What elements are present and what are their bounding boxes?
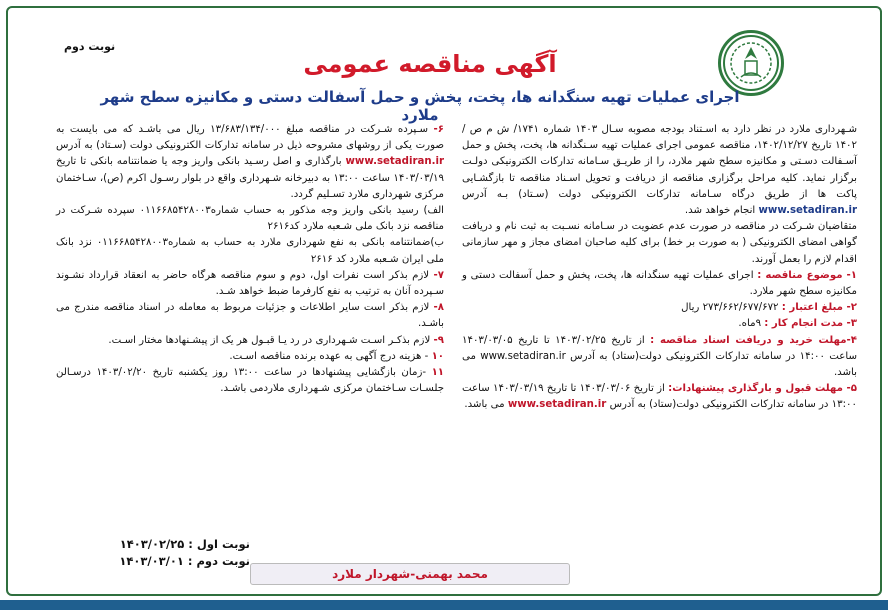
right-column [462, 122, 857, 414]
item-8-head: ۸- [433, 302, 444, 314]
item-8-text: لازم بذکر است سایر اطلاعات و جزئیات مربوط به معامله در اسناد مناقصه مندرج می باشـد. [56, 302, 444, 330]
registration-paragraph: متقاضیان شـرکت در مناقصه در صورت عدم عضویت در سـامانه نسـبت به ثبت نام و دریافت گواهی امضای الکترونیکی ( به صورت بر خط) برای کلیه صاحبان امضای مجاز و مهر سازمانی اقدام لازم را بعمل آورند. [462, 221, 857, 265]
item-11-text: -زمان بازگشایی پیشنهادها در ساعت ۱۳:۰۰ روز یکشنبه تاریخ ۱۴۰۳/۰۲/۲۰ درسـالن جلسـات سـاختمان مرکزی شـهرداری ملاردمی باشـد. [56, 367, 444, 395]
item-6-text: سـپرده شـرکت در مناقصه مبلغ ۱۳/۶۸۳/۱۳۴/۰۰۰ ریال می باشـد که می بایست به صورت یکی از روشهای مشروحه ذیل در سامانه تدارکات الکترونیکی دولت (سـتاد) به آدرس [56, 124, 444, 152]
publication-dates [110, 536, 250, 570]
municipality-emblem-icon [718, 30, 784, 96]
item-5 [462, 381, 857, 413]
edition-label: نوبت دوم [64, 40, 116, 53]
intro-paragraph [462, 122, 857, 219]
item-11 [56, 365, 444, 397]
item-1-head: ۱- موضوع مناقصه : [757, 269, 857, 281]
item-5-text: از تاریخ ۱۴۰۳/۰۳/۰۶ تا تاریخ ۱۴۰۳/۰۳/۱۹ ساعت ۱۳:۰۰ در سامانه تدارکات الکترونیکی دولت(ستاد) به آدرس [462, 383, 857, 411]
item-10-text: - هزینه درج آگهی به عهده برنده مناقصه اسـت. [229, 350, 429, 362]
item-6-link[interactable]: www.setadiran.ir [345, 156, 444, 168]
intro-link[interactable]: www.setadiran.ir [758, 205, 857, 217]
item-4-text: از تاریخ ۱۴۰۳/۰۲/۲۵ تا تاریخ ۱۴۰۳/۰۳/۰۵ ساعت ۱۴:۰۰ در سامانه تدارکات الکترونیکی دولت(ستاد) به آدرس [462, 334, 858, 362]
item-6-b: ب)ضمانتنامه بانکی به نفع شهرداری ملارد به حساب به شماره۰۱۱۶۶۸۵۴۲۸۰۰۳ نزد بانک ملی ایران شـعبه ملارد کد ۲۶۱۶ [56, 237, 444, 265]
emblem-graphic [721, 33, 781, 93]
item-7-head: ۷- [433, 269, 444, 281]
bottom-band [0, 600, 888, 610]
item-6-a: الف) رسید بانکی واریز وجه مذکور به حساب شماره۰۱۱۶۶۸۵۴۲۸۰۰۳ سپرده شـرکت در مناقصه نزد بانک ملی شـعبه ملارد کد۲۶۱۶ [56, 205, 445, 233]
signature-bar: محمد بهمنی-شهردار ملارد [250, 563, 570, 585]
item-3-text: ۹ماه. [738, 318, 762, 330]
first-publication-date: نوبت اول : ۱۴۰۳/۰۲/۲۵ [119, 537, 250, 551]
intro-text: شـهرداری ملارد در نظر دارد به اسـتناد بودجه مصوبه سـال ۱۴۰۳ شماره ۱۷۴۱/ ش م ص /۱۴۰۲ تاریخ ۱۴۰۲/۱۲/۲۷، مناقصه عمومی اجرای عملیات تهیه سـنگدانه ها، پخت، پخش و حمل آسـفالت دسـتی و مکانیزه سطح شهر ملارد، را از طریـق سـامانه تدارکات الکترونیکی دولـت برگزار نماید. کلیه مراحل برگزاری مناقصه از دریافت و تحویل اسـناد مناقصه تا بازگشـایی پاکت ها از طریق درگاه سـامانه تدارکات الکترونیکی دولت (سـتاد) بـه آدرس [462, 124, 857, 200]
item-5-link[interactable]: www.setadiran.ir [507, 399, 607, 411]
item-9-head: ۹- [433, 334, 444, 346]
item-7-text: لازم بذکر است نفرات اول، دوم و سوم مناقصه هرگاه حاضر به انعقاد قرارداد نشـوند سـپرده آنان به ترتیب به نفع کارفرما ضبط خواهد شـد. [56, 269, 444, 298]
page-subtitle: اجرای عملیات تهیه سنگدانه ها، پخت، پخش و حمل آسفالت دستی و مکانیزه سطح شهر ملارد [100, 88, 740, 124]
item-10 [56, 349, 444, 365]
item-4 [462, 333, 857, 382]
page-title: آگهی مناقصه عمومی [303, 50, 557, 78]
item-6-tail: بارگذاری و اصل رسـید بانکی واریز وجه یا ضمانتنامه بانکی تا تاریخ ۱۴۰۳/۰۳/۱۹ ساعت ۱۳:۰۰ به دبیرخانه شـهرداری واقع در بلوار رسـول اکرم (ص)، سـاختمان مرکزی شهرداری ملارد تسـلیم گردد. [56, 156, 444, 200]
second-publication-date: نوبت دوم : ۱۴۰۳/۰۳/۰۱ [119, 554, 250, 568]
item-2-head: ۲- مبلغ اعتبار : [781, 302, 857, 314]
item-4-tail: می باشد. [462, 350, 857, 379]
item-3 [462, 316, 857, 332]
item-9 [56, 333, 444, 349]
item-5-tail: می باشد. [464, 399, 505, 411]
item-6 [56, 122, 444, 203]
item-8 [56, 300, 444, 332]
item-5-head: ۵- مهلت قبول و بارگذاری پیشنهادات: [668, 383, 857, 395]
item-7 [56, 268, 444, 300]
item-4-link[interactable]: www.setadiran.ir [480, 350, 566, 362]
intro-tail: انجام خواهد شد. [684, 205, 756, 217]
item-11-head: ۱۱ [431, 367, 444, 379]
item-10-head: ۱۰ [431, 350, 444, 362]
item-1 [462, 268, 857, 300]
left-column [56, 122, 444, 397]
item-2 [462, 300, 857, 316]
item-3-head: ۳- مدت انجام کار : [764, 318, 857, 330]
item-1-text: اجرای عملیات تهیه سنگدانه ها، پخت، پخش و حمل آسفالت دستی و مکانیزه سطح شهر ملارد. [462, 269, 857, 298]
item-2-text: ۲۷۳/۶۶۲/۶۷۷/۶۷۲ ریال [681, 302, 779, 314]
item-4-head: ۴-مهلت خرید و دریافت اسناد مناقصه : [650, 334, 857, 346]
item-6-head: ۶- [433, 124, 444, 135]
item-9-text: لازم بذکـر اسـت شـهرداری در رد یـا قبـول هر یک از پیشـنهادها مختار اسـت. [108, 334, 431, 346]
